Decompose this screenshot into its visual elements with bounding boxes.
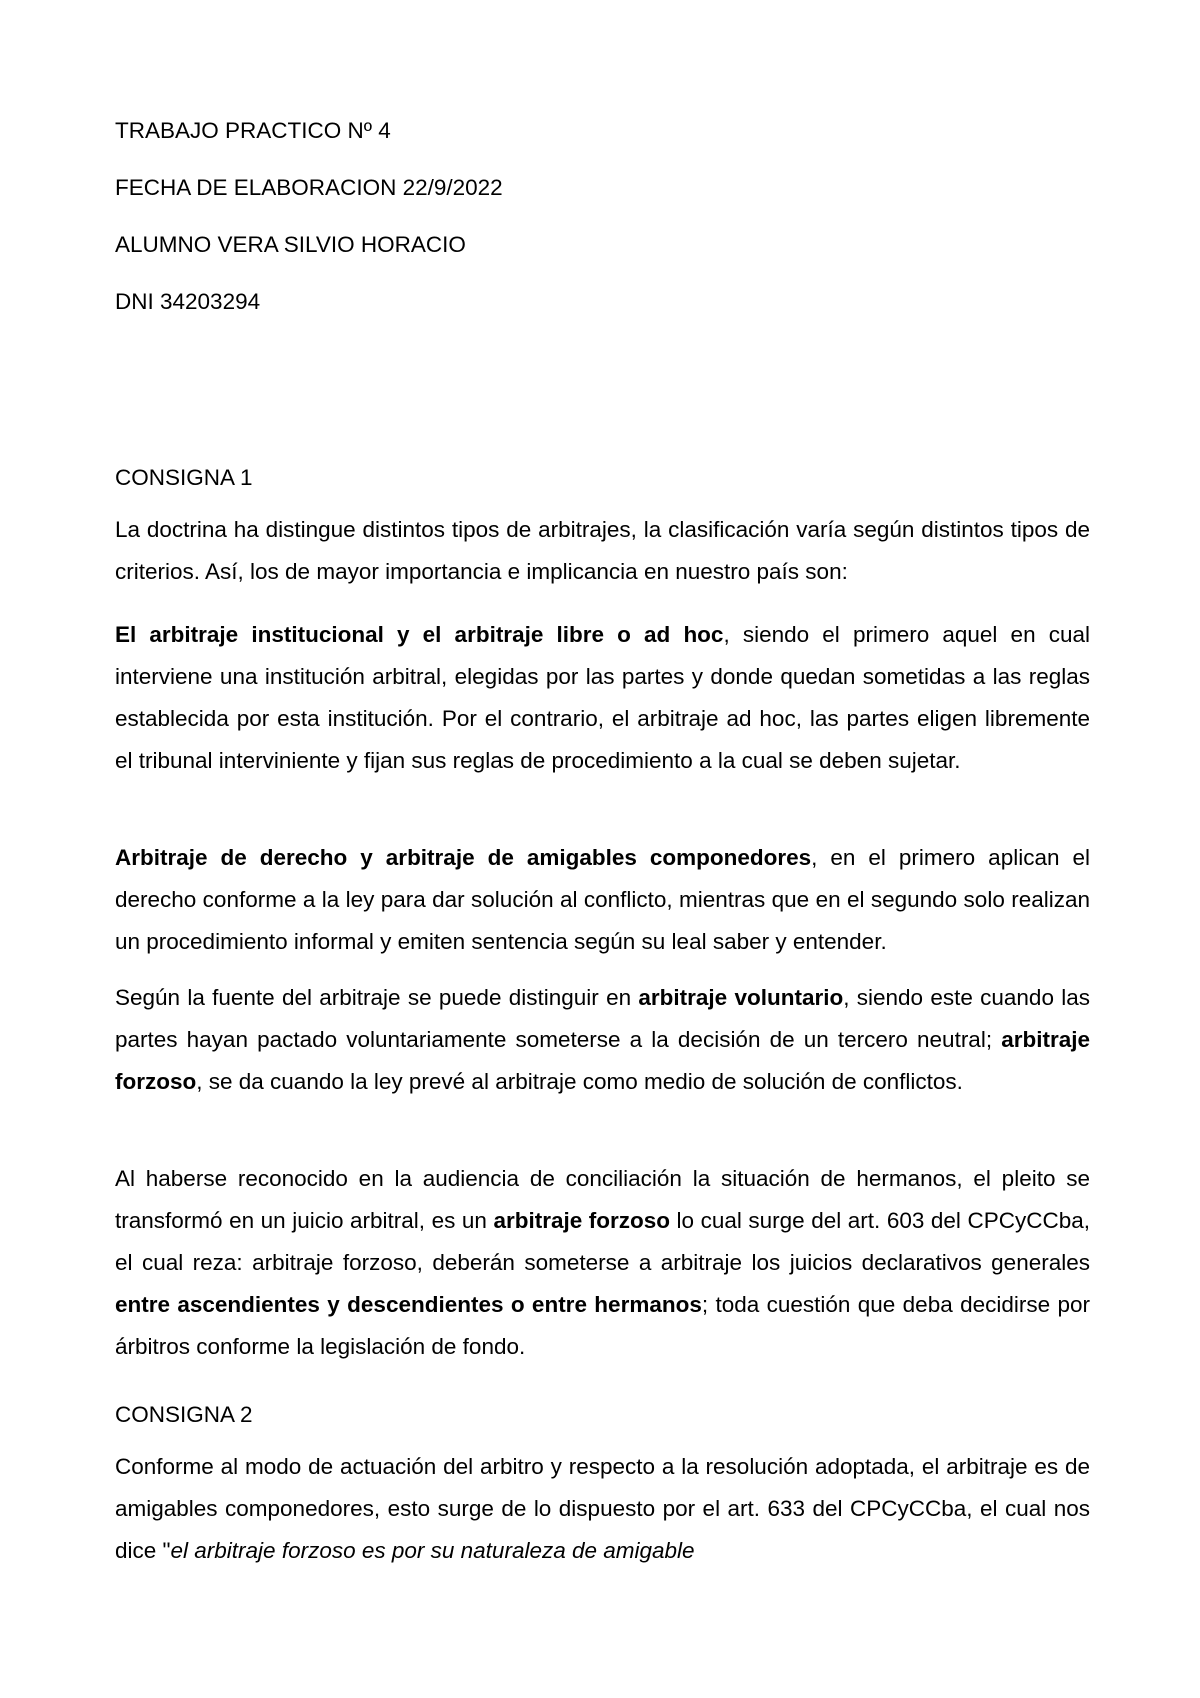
paragraph-text: Según la fuente del arbitraje se puede distinguir en bbox=[115, 985, 639, 1010]
paragraph-text: , siendo el primero aquel en cual interviene una institución arbitral, elegidas por las partes y donde quedan sometidas a las reglas establecida por esta institución. Por el contrario, el arbitraje ad hoc, las partes eligen libremente el tribunal interviniente y fijan sus reglas de procedimiento a la cual se deben sujetar. bbox=[115, 622, 1091, 773]
paragraph-fuente bbox=[115, 977, 1090, 1103]
student-line: ALUMNO VERA SILVIO HORACIO bbox=[115, 232, 466, 257]
date-line: FECHA DE ELABORACION 22/9/2022 bbox=[115, 175, 503, 200]
bold-term: arbitraje forzoso bbox=[493, 1207, 671, 1233]
title-line: TRABAJO PRACTICO Nº 4 bbox=[115, 118, 391, 143]
dni-line: DNI 34203294 bbox=[115, 289, 261, 314]
paragraph-text: Al haberse reconocido en la audiencia de conciliación la situación de hermanos, el pleito se transformó en un juicio arbitral, es un bbox=[115, 1166, 1090, 1233]
paragraph-text: lo cual surge del art. 603 del CPCyCCba, el cual reza: arbitraje forzoso, deberán someterse a arbitraje los juicios declarativos generales bbox=[115, 1207, 1091, 1275]
consigna-1-intro: La doctrina ha distingue distintos tipos de arbitrajes, la clasificación varía según distintos tipos de criterios. Así, los de mayor importancia e implicancia en nuestro país son: bbox=[115, 517, 1090, 584]
paragraph-text: , siendo este cuando las partes hayan pactado voluntariamente someterse a la decisión de un tercero neutral; bbox=[115, 985, 1091, 1052]
bold-term: entre ascendientes y descendientes o entre hermanos bbox=[115, 1291, 702, 1317]
consigna-2-heading: CONSIGNA 2 bbox=[115, 1402, 253, 1427]
paragraph-derecho bbox=[115, 837, 1090, 963]
bold-term: Arbitraje de derecho y arbitraje de amigables componedores bbox=[115, 845, 812, 870]
paragraph-institucional bbox=[115, 614, 1090, 782]
paragraph-text: Conforme al modo de actuación del arbitro y respecto a la resolución adoptada, el arbitraje es de amigables componedores, esto surge de lo dispuesto por el art. 633 del CPCyCCba, el cual nos dice " bbox=[115, 1454, 1090, 1563]
bold-term: El arbitraje institucional y el arbitraje libre o ad hoc bbox=[115, 622, 724, 647]
paragraph-text: , se da cuando la ley prevé al arbitraje como medio de solución de conflictos. bbox=[196, 1068, 963, 1094]
paragraph-conciliacion bbox=[115, 1158, 1090, 1368]
bold-term: arbitraje voluntario bbox=[638, 985, 844, 1010]
paragraph-text: , en el primero aplican el derecho conforme a la ley para dar solución al conflicto, mientras que en el segundo solo realizan un procedimiento informal y emiten sentencia según su leal saber y entender. bbox=[115, 845, 1090, 954]
consigna-1-heading: CONSIGNA 1 bbox=[115, 465, 253, 490]
bold-term: arbitraje forzoso bbox=[115, 1026, 1090, 1094]
italic-quote: el arbitraje forzoso es por su naturaleza de amigable bbox=[170, 1537, 695, 1563]
paragraph-text: ; toda cuestión que deba decidirse por árbitros conforme la legislación de fondo. bbox=[115, 1291, 1090, 1359]
paragraph-amigables bbox=[115, 1446, 1090, 1572]
